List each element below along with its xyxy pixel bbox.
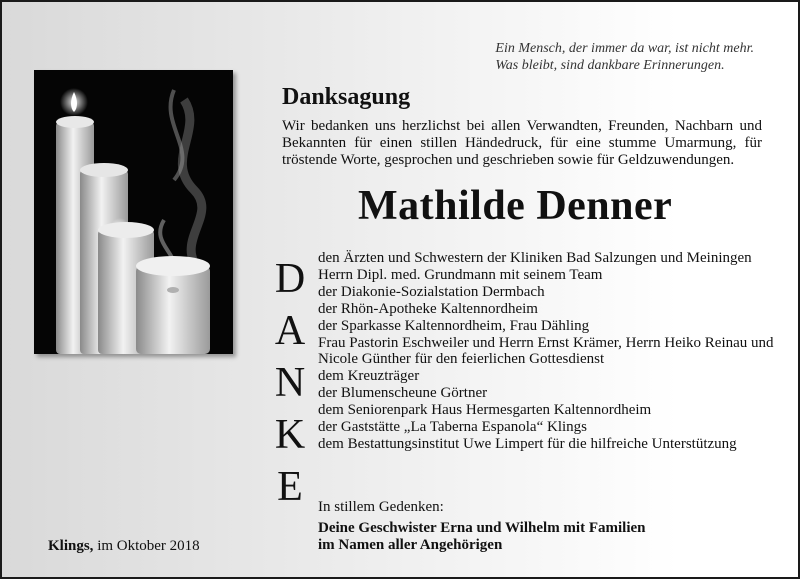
danke-letters xyxy=(270,255,310,515)
date: im Oktober 2018 xyxy=(97,538,200,554)
quote-line-2: Was bleibt, sind dankbare Erinnerungen. xyxy=(495,58,725,73)
memory-line: In stillem Gedenken: xyxy=(318,499,444,515)
place-date xyxy=(48,538,200,555)
deceased-name: Mathilde Denner xyxy=(358,183,673,229)
quote-line-1: Ein Mensch, der immer da war, ist nicht mehr. xyxy=(495,41,754,56)
thanks-list xyxy=(318,250,778,453)
list-item: den Ärzten und Schwestern der Kliniken Bad Salzungen und Meiningen xyxy=(318,250,752,266)
family-line-2: im Namen aller Angehörigen xyxy=(318,537,503,553)
list-item: der Gaststätte „La Taberna Espanola“ Klings xyxy=(318,419,587,436)
family-signature xyxy=(318,520,646,554)
list-item: der Sparkasse Kaltennordheim, Frau Dähling xyxy=(318,317,590,334)
danke-letter: D xyxy=(274,256,306,302)
list-item: dem Bestattungsinstitut Uwe Limpert für die hilfreiche Unterstützung xyxy=(318,435,737,452)
list-item: Herrn Dipl. med. Grundmann mit seinem Team xyxy=(318,266,603,283)
list-item: der Diakonie-Sozialstation Dermbach xyxy=(318,283,545,300)
heading-danksagung: Danksagung xyxy=(282,84,411,110)
place: Klings, xyxy=(48,538,94,554)
candles-image xyxy=(34,70,233,354)
danke-letter: K xyxy=(274,412,306,458)
list-item: dem Kreuzträger xyxy=(318,368,420,385)
memorial-quote xyxy=(495,40,754,74)
list-item: dem Seniorenpark Haus Hermesgarten Kaltennordheim xyxy=(318,402,652,419)
danke-letter: E xyxy=(277,464,303,510)
family-line-1: Deine Geschwister Erna und Wilhelm mit Familien xyxy=(318,520,646,536)
list-item: Frau Pastorin Eschweiler und Herrn Ernst Krämer, Herrn Heiko Reinau und Nicole Günther für den feierlichen Gottesdienst xyxy=(318,334,774,368)
intro-paragraph: Wir bedanken uns herzlichst bei allen Verwandten, Freunden, Nachbarn und Bekannten für einen stillen Händedruck, für eine stumme Umarmung, für tröstende Worte, gesprochen und geschrieben sowie für Geldzuwendungen. xyxy=(282,118,762,168)
danke-letter: A xyxy=(274,308,306,354)
danke-letter: N xyxy=(274,360,306,406)
list-item: der Rhön-Apotheke Kaltennordheim xyxy=(318,300,538,317)
candles-icon xyxy=(34,70,233,354)
list-item: der Blumenscheune Görtner xyxy=(318,385,488,402)
